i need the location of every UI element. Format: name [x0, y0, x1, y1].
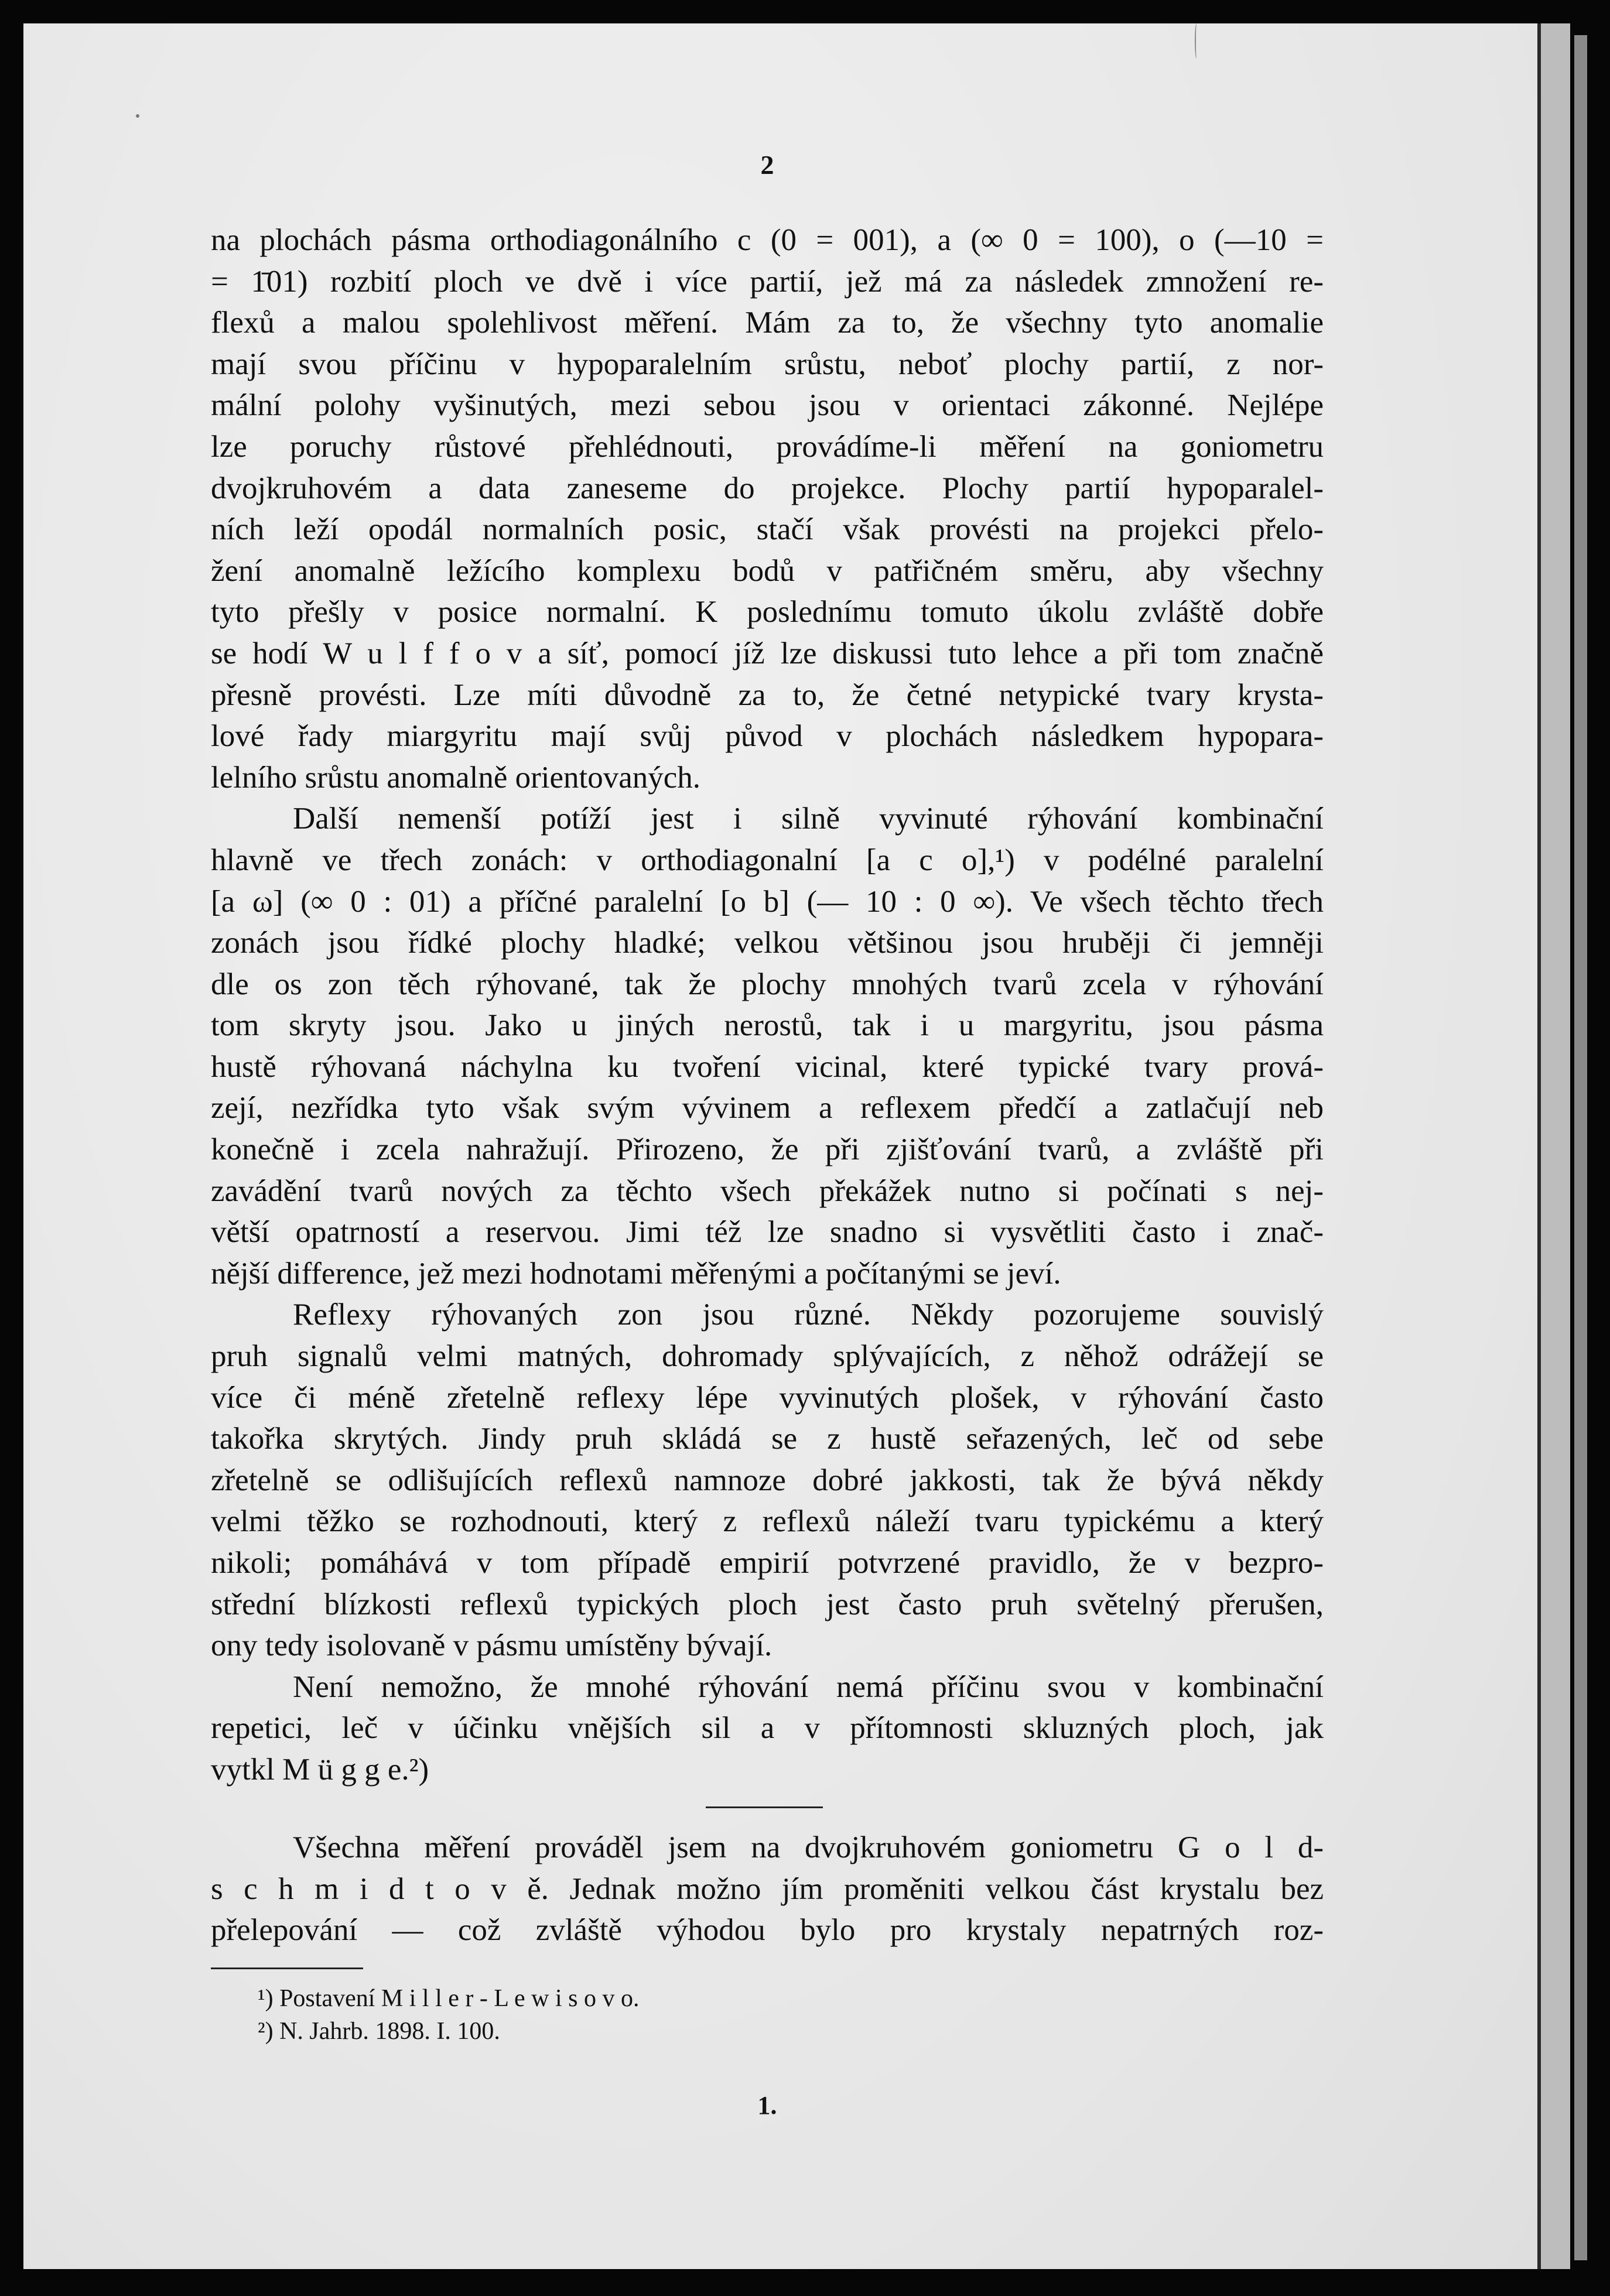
text-line: = 1̄01) rozbití ploch ve dvě i více partií, jež má za následek zmnožení re-	[211, 264, 1324, 299]
footnotes	[258, 1982, 1136, 2048]
text-line: zavádění tvarů nových za těchto všech překážek nutno si počínati s nej-	[211, 1173, 1324, 1208]
body-text	[211, 220, 1324, 1791]
text-line: dvojkruhovém a data zaneseme do projekce. Plochy partií hypoparalel-	[211, 471, 1324, 505]
text-line: repetici, leč v účinku vnějších sil a v přítomnosti skluzných ploch, jak	[211, 1711, 1324, 1746]
page-number: 2	[760, 150, 774, 180]
scan-speck	[136, 114, 139, 118]
text-line: vytkl M ü g g e.²)	[211, 1752, 429, 1787]
signature-mark: 1.	[757, 2091, 777, 2120]
text-line: dle os zon těch rýhované, tak že plochy mnohých tvarů zcela v rýhování	[211, 967, 1324, 1001]
text-line: zonách jsou řídké plochy hladké; velkou většinou jsou hruběji či jemněji	[211, 926, 1324, 960]
text-line: lelního srůstu anomalně orientovaných.	[211, 760, 701, 795]
text-line: ony tedy isolovaně v pásmu umístěny bývají.	[211, 1628, 772, 1663]
paragraph-5	[211, 1827, 1324, 1951]
text-line: lové řady miargyritu mají svůj původ v plochách následkem hypopara-	[211, 719, 1324, 754]
text-line: mají svou příčinu v hypoparalelním srůstu, neboť plochy partií, z nor-	[211, 347, 1324, 381]
paragraph-4	[211, 1667, 1324, 1791]
text-line: mální polohy vyšinutých, mezi sebou jsou v orientaci zákonné. Nejlépe	[211, 388, 1324, 423]
text-line: nější difference, jež mezi hodnotami měřenými a počítanými se jeví.	[211, 1256, 1061, 1291]
text-line: hustě rýhovaná náchylna ku tvoření vicinal, které typické tvary prová-	[211, 1049, 1324, 1084]
text-line: přelepování — což zvláště výhodou bylo pro krystaly nepatrných roz-	[211, 1913, 1324, 1948]
next-page-edge-shadow	[1574, 35, 1587, 2260]
text-line: střední blízkosti reflexů typických ploch jest často pruh světelný přerušen,	[211, 1587, 1324, 1621]
text-line: s c h m i d t o v ě. Jednak možno jím proměniti velkou část krystalu bez	[211, 1871, 1324, 1906]
text-line: více či méně zřetelně reflexy lépe vyvinutých plošek, v rýhování často	[211, 1380, 1324, 1415]
text-line: se hodí W u l f f o v a síť, pomocí jíž lze diskussi tuto lehce a při tom značně	[211, 636, 1324, 670]
text-line: nikoli; pomáhává v tom případě empirií potvrzené pravidlo, že v bezpro-	[211, 1546, 1324, 1580]
text-line: tyto přešly v posice normalní. K poslednímu tomuto úkolu zvláště dobře	[211, 595, 1324, 629]
text-line: tom skryty jsou. Jako u jiných nerostů, tak i u margyritu, jsou pásma	[211, 1008, 1324, 1043]
text-line: pruh signalů velmi matných, dohromady splývajících, z něhož odrážejí se	[211, 1339, 1324, 1374]
paragraph-1	[211, 220, 1324, 798]
text-line: přesně provésti. Lze míti důvodně za to, že četné netypické tvary krysta-	[211, 677, 1324, 712]
text-line: Všechna měření prováděl jsem na dvojkruhovém goniometru G o l d-	[293, 1830, 1324, 1864]
footnote-1: ¹) Postavení M i l l e r - L e w i s o v o.	[258, 1985, 640, 2012]
text-line: takořka skrytých. Jindy pruh skládá se z hustě seřazených, leč od sebe	[211, 1422, 1324, 1456]
text-line: Další nemenší potíží jest i silně vyvinuté rýhování kombinační	[293, 802, 1324, 836]
text-line: konečně i zcela nahražují. Přirozeno, že při zjišťování tvarů, a zvláště při	[211, 1132, 1324, 1167]
text-line: zřetelně se odlišujících reflexů namnoze dobré jakkosti, tak že bývá někdy	[211, 1463, 1324, 1497]
section-separator	[706, 1806, 823, 1808]
text-line: žení anomalně ležícího komplexu bodů v patřičném směru, aby všechny	[211, 553, 1324, 588]
paragraph-2	[211, 798, 1324, 1294]
next-page-edge	[1537, 23, 1570, 2269]
text-line: na plochách pásma orthodiagonálního c (0 = 001), a (∞ 0 = 100), o (—10 =	[211, 223, 1324, 257]
text-line: větší opatrností a reservou. Jimi též lze snadno si vysvětliti často i znač-	[211, 1215, 1324, 1250]
text-line: [a ω] (∞ 0 : 01) a příčné paralelní [o b] (— 10 : 0 ∞). Ve všech těchto třech	[211, 884, 1324, 919]
body-text-continued	[211, 1827, 1324, 1951]
text-line: Reflexy rýhovaných zon jsou různé. Někdy pozorujeme souvislý	[293, 1298, 1324, 1332]
text-line: flexů a malou spolehlivost měření. Mám za to, že všechny tyto anomalie	[211, 306, 1324, 340]
footnote-rule	[211, 1967, 363, 1969]
scan-hair	[1195, 23, 1198, 59]
text-line: ních leží opodál normalních posic, stačí však provésti na projekci přelo-	[211, 512, 1324, 547]
footnote-2: ²) N. Jahrb. 1898. I. 100.	[258, 2018, 500, 2045]
text-line: lze poruchy růstové přehlédnouti, provádíme-li měření na goniometru	[211, 429, 1324, 464]
text-line: velmi těžko se rozhodnouti, který z reflexů náleží tvaru typickému a který	[211, 1504, 1324, 1539]
text-line: Není nemožno, že mnohé rýhování nemá příčinu svou v kombinační	[293, 1669, 1324, 1704]
text-line: hlavně ve třech zonách: v orthodiagonalní [a c o],¹) v podélné paralelní	[211, 843, 1324, 877]
paragraph-3	[211, 1294, 1324, 1666]
text-line: zejí, nezřídka tyto však svým vývinem a reflexem předčí a zatlačují neb	[211, 1091, 1324, 1125]
